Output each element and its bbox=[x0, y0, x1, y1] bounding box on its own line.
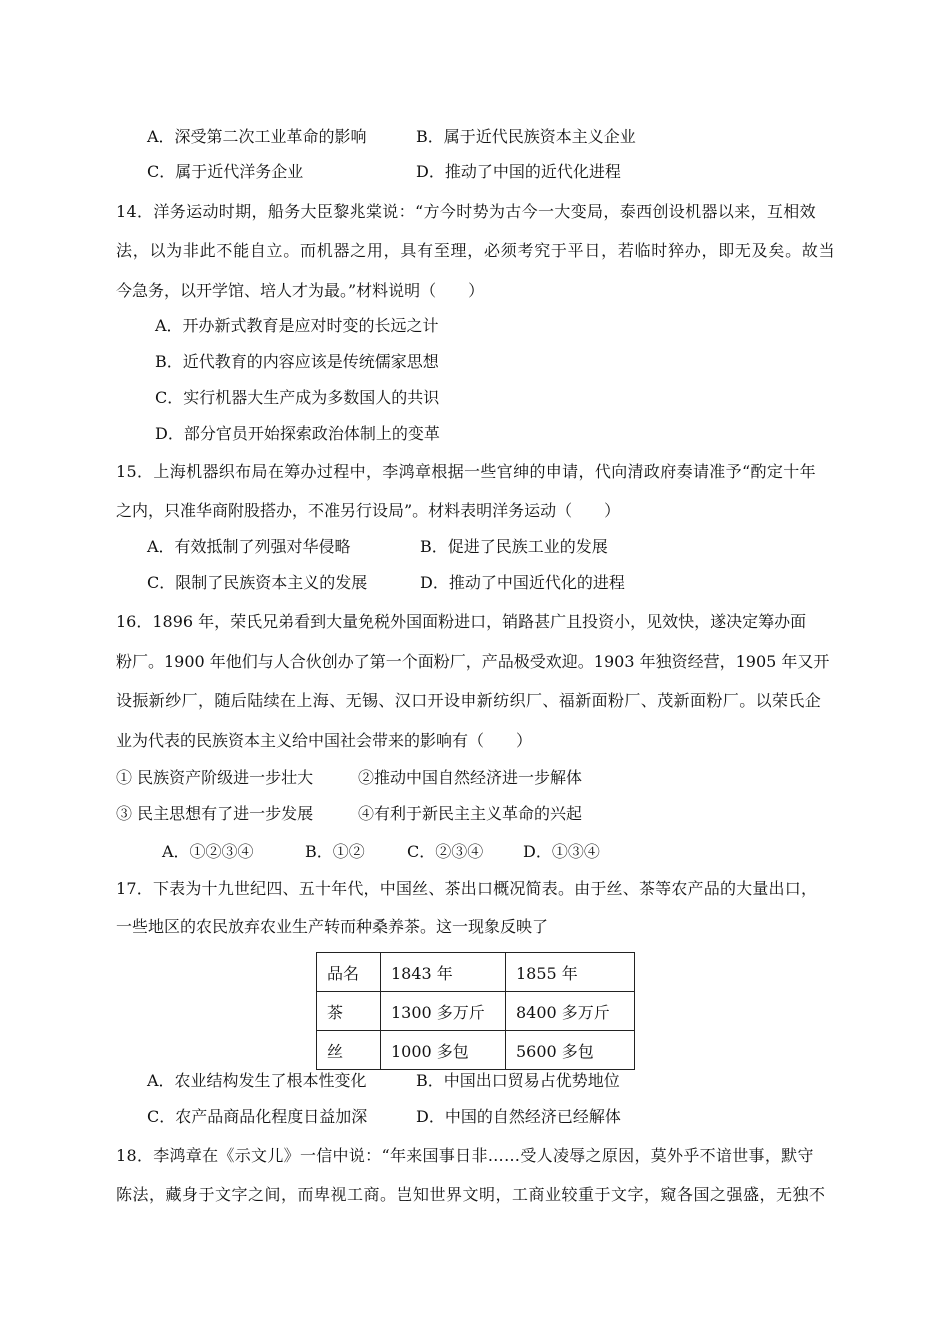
q14-option-a: A．开办新式教育是应对时变的长远之计 bbox=[155, 316, 439, 335]
q15-option-d: D．推动了中国近代化的进程 bbox=[420, 573, 625, 592]
table-cell: 5600 多包 bbox=[506, 1031, 635, 1070]
table-cell: 1300 多万斤 bbox=[381, 992, 506, 1031]
q14-stem-line: 今急务，以开学馆、培人才为最。”材料说明（ ） bbox=[116, 281, 485, 300]
q15-option-c: C．限制了民族资本主义的发展 bbox=[147, 573, 368, 592]
q15-stem-line: 之内，只准华商附股搭办，不准另行设局”。材料表明洋务运动（ ） bbox=[116, 501, 621, 520]
export-table bbox=[316, 952, 635, 1070]
q16-option-b: B．①② bbox=[305, 842, 365, 861]
q16-item-1: ① 民族资产阶级进一步壮大 bbox=[116, 768, 314, 787]
q14-option-b: B．近代教育的内容应该是传统儒家思想 bbox=[155, 352, 439, 371]
q14-option-c: C．实行机器大生产成为多数国人的共识 bbox=[155, 388, 440, 407]
table-cell: 8400 多万斤 bbox=[506, 992, 635, 1031]
table-header-cell: 1843 年 bbox=[381, 953, 506, 992]
table-cell: 1000 多包 bbox=[381, 1031, 506, 1070]
q16-item-4: ④有利于新民主主义革命的兴起 bbox=[358, 804, 583, 823]
q18-stem-line: 18．李鸿章在《示文儿》一信中说：“年来国事日非……受人凌辱之原因，莫外乎不谙世事，默守 bbox=[116, 1146, 814, 1165]
q16-option-c: C．②③④ bbox=[407, 842, 484, 861]
table-header-cell: 品名 bbox=[317, 953, 381, 992]
q16-stem-line: 设振新纱厂，随后陆续在上海、无锡、汉口开设申新纺织厂、福新面粉厂、茂新面粉厂。以荣氏企 bbox=[116, 691, 822, 710]
q17-option-c: C．农产品商品化程度日益加深 bbox=[147, 1107, 368, 1126]
q18-stem-line: 陈法，藏身于文字之间，而卑视工商。岂知世界文明，工商业较重于文字，窥各国之强盛，无独不 bbox=[116, 1185, 826, 1204]
q15-option-b: B．促进了民族工业的发展 bbox=[420, 537, 608, 556]
table-row bbox=[317, 1031, 635, 1070]
q14-stem-line: 14．洋务运动时期，船务大臣黎兆棠说：“方今时势为古今一大变局，泰西创设机器以来，互相效 bbox=[116, 202, 816, 221]
table-cell: 丝 bbox=[317, 1031, 381, 1070]
table-header-row bbox=[317, 953, 635, 992]
q15-option-a: A．有效抵制了列强对华侵略 bbox=[147, 537, 351, 556]
q17-stem-line: 17．下表为十九世纪四、五十年代，中国丝、茶出口概况简表。由于丝、茶等农产品的大量出口， bbox=[116, 879, 818, 898]
q16-option-d: D．①③④ bbox=[523, 842, 600, 861]
q17-option-b: B．中国出口贸易占优势地位 bbox=[416, 1071, 620, 1090]
q13-option-d: D．推动了中国的近代化进程 bbox=[416, 162, 621, 181]
q13-option-b: B．属于近代民族资本主义企业 bbox=[416, 127, 636, 146]
q16-stem-line: 业为代表的民族资本主义给中国社会带来的影响有（ ） bbox=[116, 731, 533, 750]
q17-stem-line: 一些地区的农民放弃农业生产转而种桑养茶。这一现象反映了 bbox=[116, 917, 549, 936]
table-header-cell: 1855 年 bbox=[506, 953, 635, 992]
table-cell: 茶 bbox=[317, 992, 381, 1031]
q16-stem-line: 16．1896 年，荣氏兄弟看到大量免税外国面粉进口，销路甚广且投资小，见效快，遂决定筹办面 bbox=[116, 612, 807, 631]
q13-option-c: C．属于近代洋务企业 bbox=[147, 162, 304, 181]
q16-item-2: ②推动中国自然经济进一步解体 bbox=[358, 768, 583, 787]
table-row bbox=[317, 992, 635, 1031]
q17-option-a: A．农业结构发生了根本性变化 bbox=[147, 1071, 367, 1090]
q14-stem-line: 法，以为非此不能自立。而机器之用，具有至理，必须考究于平日，若临时猝办，即无及矣。故当 bbox=[116, 241, 836, 260]
q15-stem-line: 15．上海机器织布局在筹办过程中，李鸿章根据一些官绅的申请，代向清政府奏请准予“酌定十年 bbox=[116, 462, 816, 481]
q16-option-a: A．①②③④ bbox=[162, 842, 254, 861]
q17-option-d: D．中国的自然经济已经解体 bbox=[416, 1107, 621, 1126]
q13-option-a: A．深受第二次工业革命的影响 bbox=[147, 127, 367, 146]
q16-stem-line: 粉厂。1900 年他们与人合伙创办了第一个面粉厂，产品极受欢迎。1903 年独资经营，1905 年又开 bbox=[116, 652, 830, 671]
q16-item-3: ③ 民主思想有了进一步发展 bbox=[116, 804, 314, 823]
q14-option-d: D．部分官员开始探索政治体制上的变革 bbox=[155, 424, 440, 443]
